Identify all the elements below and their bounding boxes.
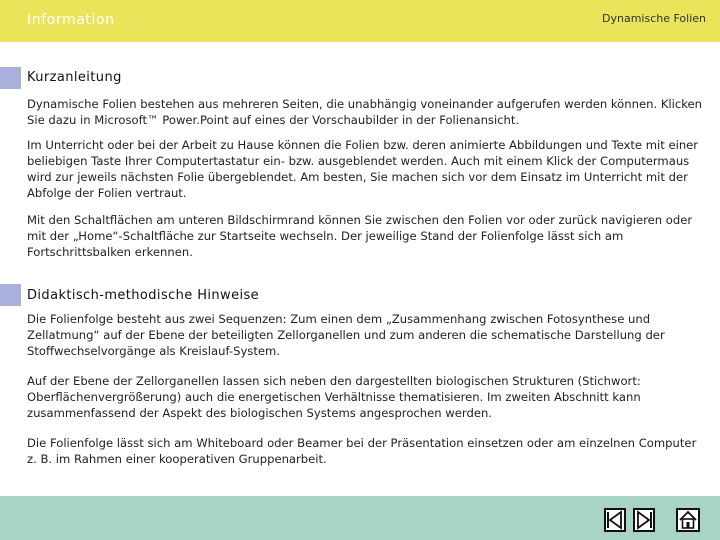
- header-title: Information: [27, 12, 115, 28]
- paragraph: Mit den Schaltflächen am unteren Bildschirmrand können Sie zwischen den Folien vor oder zurück navigieren oder mit der „Home“-Schaltfläche zur Startseite wechseln. Der jeweilige Stand der Folienfolge lässt sich am Fortschrittsbalken erkennen.: [27, 213, 693, 259]
- paragraph: Die Folienfolge besteht aus zwei Sequenzen: Zum einen dem „Zusammenhang zwischen Fotosynthese und Zellatmung“ auf der Ebene der beteiligten Zellorganellen und zum anderen die schematische Darstellung der Stoffwechselvorgänge als Kreislauf-System.: [27, 312, 665, 358]
- section-marker: [0, 284, 21, 306]
- header-subtitle: Dynamische Folien: [602, 12, 706, 25]
- paragraph: Dynamische Folien bestehen aus mehreren Seiten, die unabhängig voneinander aufgerufen werden können. Klicken Sie dazu in Microsoft™ Power.Point auf eines der Vorschaubilder in der Folienansicht.: [27, 97, 703, 127]
- home-button[interactable]: [676, 508, 700, 532]
- home-icon: [678, 510, 698, 530]
- next-button[interactable]: [633, 508, 655, 532]
- next-icon: [635, 510, 653, 530]
- paragraph: Auf der Ebene der Zellorganellen lassen sich neben den dargestellten biologischen Strukturen (Stichwort: Oberflächenvergrößerung) auch die energetischen Verhältnisse thematisieren. Im zweiten Abschnitt kann zusammenfassend der Aspekt des biologischen Systems angesprochen werden.: [27, 374, 641, 420]
- paragraph: Die Folienfolge lässt sich am Whiteboard oder Beamer bei der Präsentation einsetzen oder am einzelnen Computer z. B. im Rahmen einer kooperativen Gruppenarbeit.: [27, 436, 697, 466]
- header-bar: [0, 0, 720, 42]
- section-marker: [0, 67, 21, 89]
- section-heading-didaktik: Didaktisch-methodische Hinweise: [27, 288, 260, 303]
- previous-button[interactable]: [604, 508, 626, 532]
- previous-icon: [606, 510, 624, 530]
- paragraph: Im Unterricht oder bei der Arbeit zu Hause können die Folien bzw. deren animierte Abbildungen und Texte mit einer beliebigen Taste Ihrer Computertastatur ein- bzw. ausgeblendet werden. Auch mit einem Klick der Computermaus wird zur jeweils nächsten Folie übergeblendet. Am besten, Sie machen sich vor dem Einsatz im Unterricht mit der Abfolge der Folien vertraut.: [27, 138, 699, 200]
- section-heading-kurzanleitung: Kurzanleitung: [27, 70, 122, 85]
